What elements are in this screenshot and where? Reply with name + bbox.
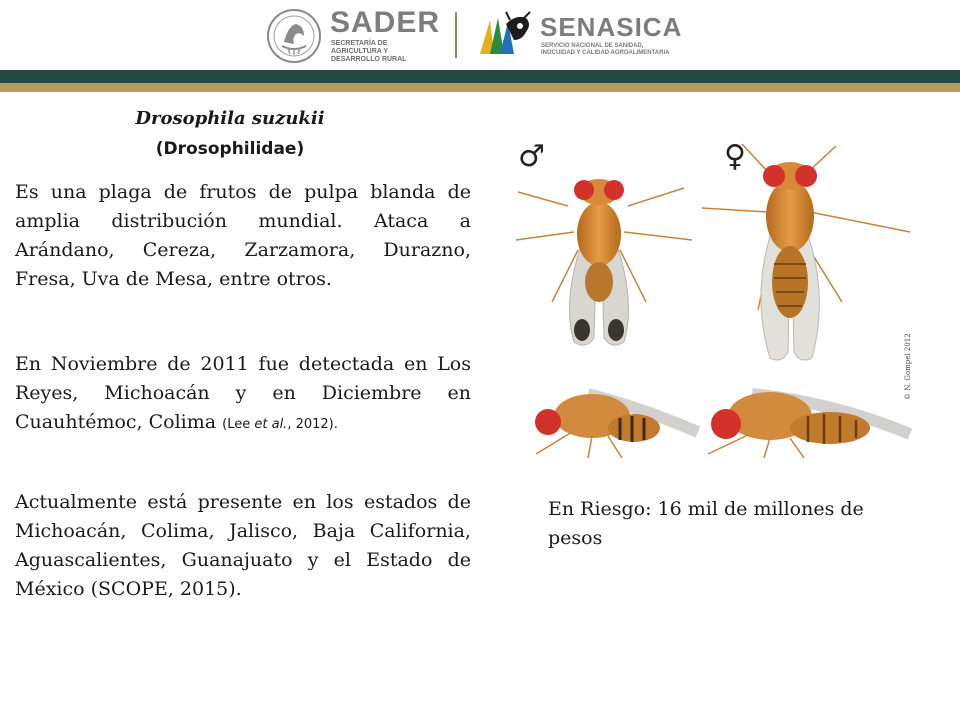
header-divider [455, 12, 457, 58]
senasica-wordmark: SENASICA [540, 12, 683, 42]
header-gold-bar [0, 83, 960, 92]
senasica-subtitle: SERVICIO NACIONAL DE SANIDAD, INOCUIDAD Y CALIDAD AGROALIMENTARIA [541, 43, 670, 56]
paragraph-distribution: Actualmente está presente en los estados de Michoacán, Colima, Jalisco, Baja California, Aguascalientes, Guanajuato y el Estado de México (SCOPE, 2015). [15, 491, 471, 600]
header [0, 0, 960, 70]
senasica-bull-logo-icon [476, 10, 534, 60]
citation: (Lee et al., 2012). [222, 417, 338, 432]
paragraph-detection [15, 350, 471, 439]
male-fly-dorsal-icon [516, 179, 692, 345]
species-title: Drosophila suzukii [135, 108, 325, 129]
paragraph-description: Es una plaga de frutos de pulpa blanda de amplia distribución mundial. Ataca a Arándano, Cereza, Zarzamora, Durazno, Fresa, Uva de Mesa, entre otros. [15, 181, 471, 290]
sader-subtitle: SECRETARÍA DE AGRICULTURA Y DESARROLLO RURAL [331, 40, 407, 63]
photo-credit: © N. Gompel 2012 [904, 333, 912, 400]
detection-text: En Noviembre de 2011 fue detectada en Los Reyes, Michoacán y en Diciembre en Cuauhtémoc, Colima [15, 353, 471, 433]
risk-statement: En Riesgo: 16 mil de millones de pesos [548, 498, 864, 549]
family-title: (Drosophilidae) [155, 139, 305, 159]
sader-wordmark: SADER [330, 6, 441, 39]
mexican-coat-of-arms-seal-icon [266, 8, 326, 64]
drosophila-figure [512, 132, 922, 462]
female-fly-lateral-icon [708, 392, 910, 458]
header-green-bar [0, 70, 960, 83]
male-symbol: ♂ [518, 139, 545, 174]
male-fly-lateral-icon [535, 394, 698, 458]
female-fly-dorsal-icon [702, 144, 910, 360]
female-symbol: ♀ [724, 139, 746, 174]
